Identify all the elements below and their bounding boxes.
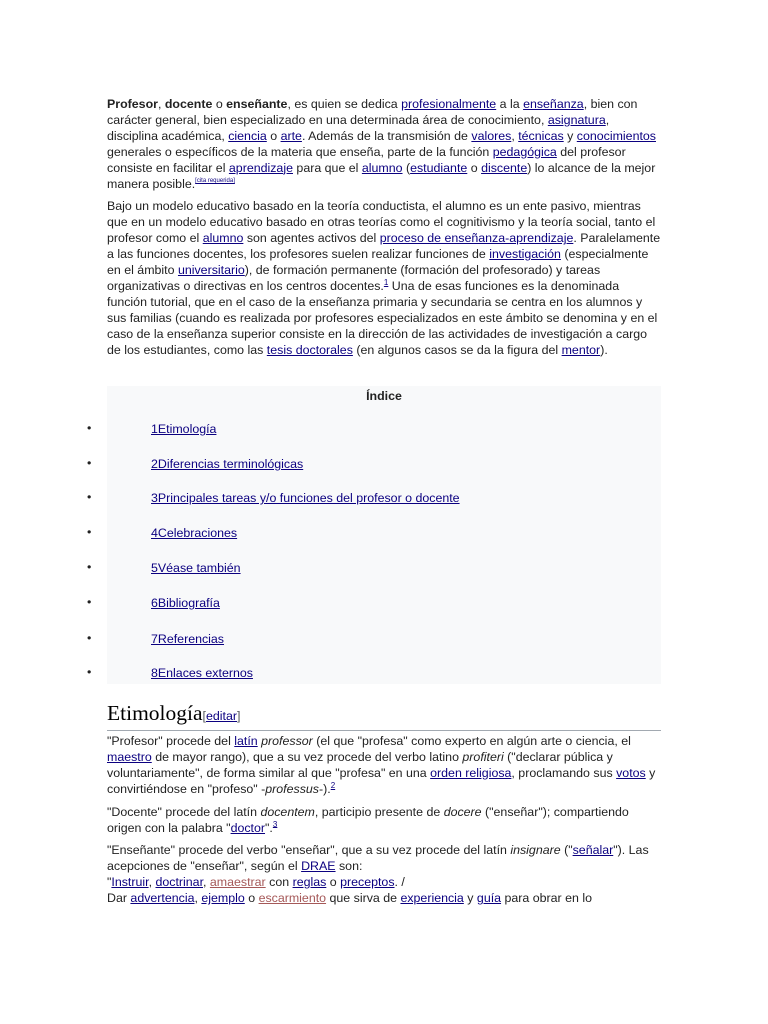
italic-term: profiteri [462,749,504,764]
etimologia-paragraph-2 [107,805,661,837]
link-drae[interactable]: DRAE [301,859,336,874]
text: " [107,875,112,890]
link-alumno-2[interactable]: alumno [202,231,244,246]
link-amaestrar[interactable]: amaestrar [209,875,266,890]
link-reglas[interactable]: reglas [292,875,327,890]
edit-section [203,709,241,723]
link-latin[interactable]: latín [234,734,258,748]
text: o [244,891,259,906]
link-proceso-ensenanza-aprendizaje[interactable]: proceso de enseñanza-aprendizaje [379,231,574,246]
italic-term: docentem [260,804,315,819]
bullet-icon: • [87,560,92,574]
link-tesis-doctorales[interactable]: tesis doctorales [266,342,353,357]
heading-text: Etimología [107,701,203,725]
text: , [194,891,202,906]
link-ejemplo[interactable]: ejemplo [201,891,245,906]
italic-term: professor [261,734,313,748]
citation-needed-link[interactable]: [cita requerida] [195,178,235,185]
link-pedagogica[interactable]: pedagógica [492,144,557,159]
text: ". [265,820,273,835]
link-estudiante[interactable]: estudiante [410,160,468,175]
text: , participio presente de [314,804,444,819]
reference-3 [273,819,277,828]
bullet-icon: • [87,456,92,470]
link-arte[interactable]: arte [280,128,302,143]
link-orden-religiosa[interactable]: orden religiosa [430,765,512,780]
term-docente: docente [164,97,213,111]
etimologia-paragraph-3 [107,843,661,907]
text: ). [600,342,608,357]
toc-link-tareas[interactable]: 3Principales tareas y/o funciones del profesor o docente [151,491,460,505]
table-of-contents [87,386,661,684]
toc-link-vease[interactable]: 5Véase también [151,561,241,575]
link-universitario[interactable]: universitario [177,263,245,278]
text: , [157,97,165,111]
bullet-icon: • [87,525,92,539]
link-instruir[interactable]: Instruir [111,875,149,890]
bracket: ] [237,709,241,723]
text: "Profesor" procede del [107,734,235,748]
text: que sirva de [326,891,401,906]
link-valores[interactable]: valores [471,128,512,143]
link-senalar[interactable]: señalar [572,843,614,858]
bullet-icon: • [87,665,92,679]
link-discente[interactable]: discente [481,160,528,175]
text: ("enseñar"); compartiendo origen con la palabra " [107,804,629,835]
text: o [266,128,281,143]
term-profesor: Profesor [107,97,158,111]
text: o [467,160,482,175]
bullet-icon: • [87,631,92,645]
text: "Docente" procede del latín [107,804,261,819]
text: y [563,128,577,143]
link-preceptos[interactable]: preceptos [340,875,395,890]
reference-3-link[interactable]: 3 [272,819,278,829]
reference-2-link[interactable]: 2 [330,780,336,790]
toc-link-bibliografia[interactable]: 6Bibliografía [151,596,220,610]
toc-link-etimologia[interactable]: 1Etimología [151,422,217,436]
section-heading-etimologia [107,700,661,731]
toc-link-diferencias[interactable]: 2Diferencias terminológicas [151,457,304,471]
bracket: [ [202,709,206,723]
text: , [203,875,210,890]
italic-term: professus [265,781,319,796]
toc-link-celebraciones[interactable]: 4Celebraciones [151,526,238,540]
text: , proclamando sus [511,765,617,780]
text: o [326,875,341,890]
link-asignatura[interactable]: asignatura [547,112,606,127]
intro-paragraph-1 [107,97,661,192]
bullet-icon: • [87,421,92,435]
text: son agentes activos del [243,231,380,246]
etimologia-paragraph-1 [107,734,661,798]
text: para que el [292,160,362,175]
text: Dar [107,891,131,906]
reference-2 [331,781,335,790]
text: ) lo alcance de la mejor manera posible. [107,160,656,191]
text: (en algunos casos se da la figura del [352,342,562,357]
text: para obrar en lo [501,891,592,906]
text: (" [560,843,573,858]
text: son: [335,859,363,874]
text: , disciplina académica, [107,112,610,143]
text: . / [394,875,405,890]
text: Bajo un modelo educativo basado en la teoría conductista, el alumno es un ente pasivo, mientras que en un modelo educativo basado en otras teorías como el cognitivismo y la teoría social, tanto el profesor como el [107,199,656,246]
link-advertencia[interactable]: advertencia [130,891,195,906]
text: con [265,875,293,890]
link-doctor[interactable]: doctor [230,820,266,835]
text: "Enseñante" procede del verbo "enseñar", que a su vez procede del latín [107,843,511,858]
bullet-icon: • [87,490,92,504]
link-escarmiento[interactable]: escarmiento [258,891,327,906]
text: de mayor rango), que a su vez procede del verbo latino [151,749,463,764]
term-ensenante: enseñante [226,97,288,111]
link-tecnicas[interactable]: técnicas [518,128,564,143]
text: Una de esas funciones es la denominada función tutorial, que en el caso de la enseñanza primaria y secundaria se centra en los alumnos y sus familias (cuando es realizada por profesores especializados en este ámbito se denomina y en el caso de la enseñanza superior consiste en la dirección de las actividades de investigación a cargo de los estudiantes, como las [107,278,658,357]
text: del profesor consiste en facilitar el [107,144,626,175]
italic-term: docere [443,804,482,819]
toc-title: Índice [366,389,402,403]
text: ( [402,160,411,175]
intro-paragraph-2 [107,199,661,358]
text: , es quien se dedica [287,97,402,111]
link-conocimientos[interactable]: conocimientos [576,128,656,143]
link-aprendizaje[interactable]: aprendizaje [228,160,293,175]
toc-link-enlaces[interactable]: 8Enlaces externos [151,666,253,680]
text: ), de formación permanente (formación del profesorado) y tareas organizativas o directivas en los centros docentes. [107,263,601,293]
text: y [463,891,477,906]
link-alumno[interactable]: alumno [361,160,403,175]
link-doctrinar[interactable]: doctrinar [155,875,204,890]
link-maestro[interactable]: maestro [107,749,152,764]
text: generales o específicos de la materia que enseña, parte de la función [107,144,493,159]
text: , [511,128,519,143]
text: . Paralelamente a las funciones docentes, los profesores suelen realizar funciones de [107,231,661,262]
link-ensenanza[interactable]: enseñanza [523,97,584,111]
text: y convirtiéndose en "profeso" - [107,765,656,796]
etimologia-body [107,734,661,914]
bullet-icon: • [87,595,92,609]
edit-link[interactable]: editar [206,709,237,723]
toc-link-referencias[interactable]: 7Referencias [151,632,225,646]
text: , [148,875,156,890]
italic-term: insignare [510,843,561,858]
text: , bien con carácter general, bien especializado en una determinada área de conocimiento, [107,97,638,127]
article-intro [107,97,661,366]
citation-needed [195,175,235,184]
link-guia[interactable]: guía [476,891,502,906]
text: (el que "profesa" como experto en algún arte o ciencia, el [312,734,631,748]
reference-1-link[interactable]: 1 [383,277,389,287]
text: . Además de la transmisión de [301,128,472,143]
text: (especialmente en el ámbito [107,247,649,278]
text: -). [319,781,331,796]
text: a la [496,97,524,111]
text: ("declarar pública y voluntariamente", de forma similar al que "profesa" en una [107,749,613,780]
text: "). Las acepciones de "enseñar", según el [107,843,649,874]
link-profesionalmente[interactable]: profesionalmente [401,97,497,111]
link-experiencia[interactable]: experiencia [400,891,464,906]
link-mentor[interactable]: mentor [561,342,601,357]
link-investigacion[interactable]: investigación [489,247,561,262]
link-votos[interactable]: votos [616,765,646,780]
link-ciencia[interactable]: ciencia [228,128,267,143]
text: o [212,97,227,111]
